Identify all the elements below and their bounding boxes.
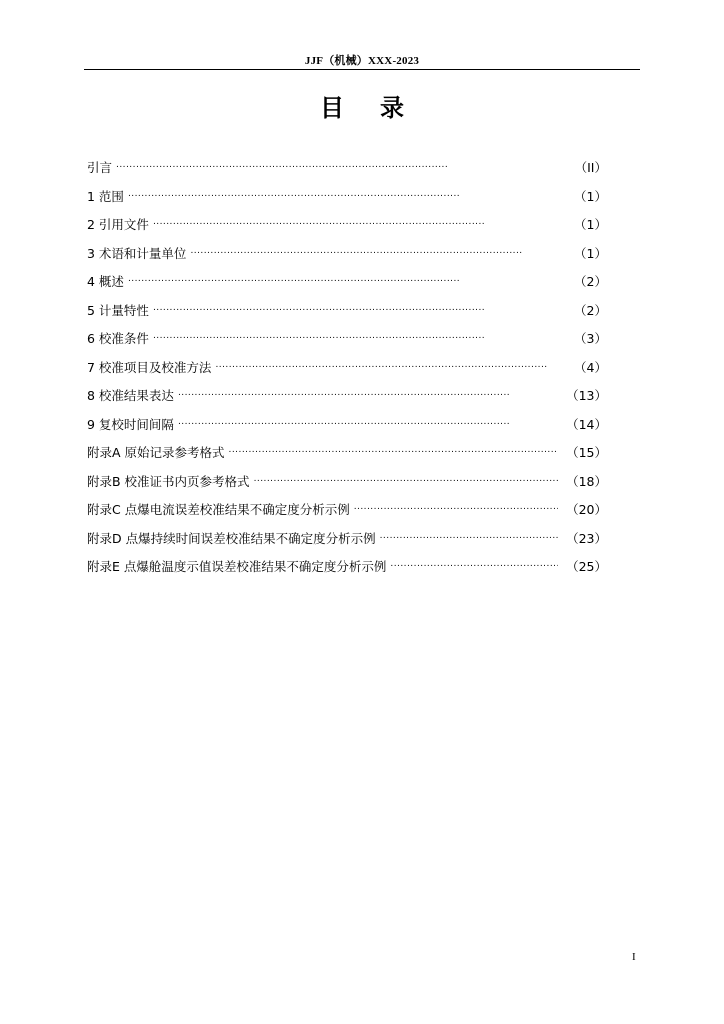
toc-entry-label: 附录E 点爆舱温度示值误差校准结果不确定度分析示例 <box>87 559 387 574</box>
toc-entry-label: 9 复校时间间隔 <box>87 416 174 432</box>
toc-dot-leader <box>128 187 565 201</box>
toc-dot-leader <box>354 500 558 514</box>
toc-entry-page: （1） <box>574 217 607 232</box>
toc-entry[interactable] <box>87 187 607 216</box>
toc-entry-page: （18） <box>566 473 607 489</box>
toc-title-part2: 录 <box>380 94 404 122</box>
toc-dot-leader <box>229 443 559 457</box>
toc-entry[interactable] <box>87 386 607 415</box>
toc-entry-page: （2） <box>574 302 607 318</box>
toc-entry-label: 1 范围 <box>87 188 124 204</box>
toc-dot-leader <box>128 272 565 286</box>
table-of-contents <box>87 158 607 586</box>
toc-entry[interactable] <box>87 415 607 444</box>
toc-dot-leader <box>190 244 565 258</box>
document-header-code: JJF（机械）XXX-2023 <box>304 55 420 67</box>
toc-title <box>0 88 724 123</box>
toc-entry-page: （1） <box>574 245 607 261</box>
toc-dot-leader <box>215 358 565 372</box>
page-number: I <box>632 951 636 963</box>
toc-entry-page: （14） <box>566 416 607 432</box>
toc-entry[interactable] <box>87 529 607 558</box>
toc-dot-leader <box>380 529 558 543</box>
toc-entry[interactable] <box>87 244 607 273</box>
toc-entry[interactable] <box>87 443 607 472</box>
toc-entry-page: （20） <box>566 502 607 517</box>
toc-title-part1: 目 <box>320 94 344 122</box>
toc-entry-page: （25） <box>566 559 607 574</box>
toc-dot-leader <box>153 215 565 229</box>
toc-entry-page: （II） <box>574 160 607 175</box>
toc-entry-label: 附录C 点爆电流误差校准结果不确定度分析示例 <box>87 502 350 517</box>
toc-entry-page: （2） <box>574 274 607 289</box>
toc-entry-label: 6 校准条件 <box>87 331 149 346</box>
toc-entry[interactable] <box>87 329 607 358</box>
toc-entry[interactable] <box>87 301 607 330</box>
toc-entry-label: 2 引用文件 <box>87 217 149 232</box>
toc-entry-page: （15） <box>566 445 607 460</box>
toc-entry[interactable] <box>87 272 607 301</box>
toc-entry-label: 3 术语和计量单位 <box>87 245 187 261</box>
toc-entry-label: 引言 <box>87 160 113 175</box>
toc-entry-page: （13） <box>566 388 607 403</box>
toc-dot-leader <box>178 415 558 429</box>
toc-entry-label: 8 校准结果表达 <box>87 388 174 403</box>
toc-dot-leader <box>390 557 558 571</box>
toc-entry-page: （1） <box>574 188 607 204</box>
toc-entry-page: （23） <box>566 530 607 546</box>
toc-entry-page: （3） <box>574 331 607 346</box>
toc-entry[interactable] <box>87 358 607 387</box>
toc-dot-leader <box>153 329 565 343</box>
toc-entry-label: 附录A 原始记录参考格式 <box>87 445 225 460</box>
toc-dot-leader <box>254 472 559 486</box>
toc-dot-leader <box>116 158 565 172</box>
toc-entry-label: 4 概述 <box>87 274 124 289</box>
toc-dot-leader <box>178 386 558 400</box>
header-divider <box>84 69 640 70</box>
toc-entry[interactable] <box>87 500 607 529</box>
toc-entry[interactable] <box>87 472 607 501</box>
toc-entry[interactable] <box>87 158 607 187</box>
toc-entry-label: 附录B 校准证书内页参考格式 <box>87 473 250 489</box>
toc-entry-label: 7 校准项目及校准方法 <box>87 359 212 375</box>
toc-entry-page: （4） <box>574 359 607 375</box>
toc-entry-label: 附录D 点爆持续时间误差校准结果不确定度分析示例 <box>87 530 376 546</box>
toc-entry-label: 5 计量特性 <box>87 302 149 318</box>
toc-dot-leader <box>153 301 565 315</box>
toc-entry[interactable] <box>87 215 607 244</box>
toc-entry[interactable] <box>87 557 607 586</box>
